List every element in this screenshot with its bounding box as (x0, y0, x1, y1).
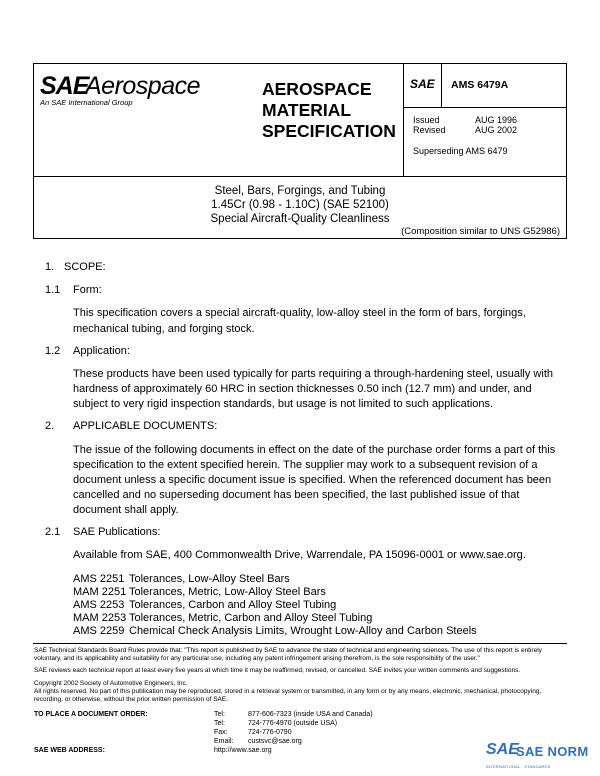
composition-title: 1.45Cr (0.98 - 1.10C) (SAE 52100) (211, 199, 389, 211)
reference-title: Tolerances, Carbon and Alloy Steel Tubing (129, 599, 337, 611)
footer-review: SAE reviews each technical report at least every five years at which time it may be reaffirmed, revised, or cancelled. SAE invites your written comments and suggestions. (34, 667, 521, 674)
web-link[interactable]: http://www.sae.org (214, 747, 272, 754)
fax-label: Fax: (214, 729, 228, 736)
revised-label: Revised (413, 125, 446, 135)
list-item (73, 586, 553, 599)
section-heading: Application: (73, 345, 130, 357)
sae-small-logo: SAE (410, 77, 435, 91)
header-divider (441, 63, 442, 107)
quality-title: Special Aircraft-Quality Cleanliness (210, 213, 390, 225)
list-item (73, 625, 553, 638)
list-item (73, 599, 553, 612)
reference-code: AMS 2251 (73, 573, 125, 585)
list-item (73, 612, 553, 625)
sae-norm-subtitle: INTERNATIONAL · STANDARDS (486, 764, 551, 769)
section-number: 1.2 (45, 345, 61, 357)
reference-code: AMS 2253 (73, 599, 125, 611)
paragraph-line: document shall apply. (73, 504, 179, 516)
web-label: SAE WEB ADDRESS: (34, 747, 105, 754)
paragraph-line: This specification covers a special aircraft-quality, low-alloy steel in the form of bars, forgings, (73, 307, 526, 319)
aerospace-logo-text: Aerospace (85, 72, 201, 100)
paragraph-line: The issue of the following documents in effect on the date of the purchase order forms a part of this (73, 444, 556, 456)
footer-line: All rights reserved. No part of this publication may be reproduced, stored in a retrieval system or transmitted, in any form or by any means, electronic, mechanical, photocopying, (34, 688, 542, 695)
reference-code: MAM 2251 (73, 586, 127, 598)
paragraph-line: mechanical tubing, and forging stock. (73, 323, 255, 335)
fax-number: 724-776-0790 (248, 729, 292, 736)
superseding-note: Superseding AMS 6479 (413, 146, 508, 156)
header-divider (403, 107, 567, 108)
sae-logo: SAE (40, 72, 89, 100)
title-line: MATERIAL (262, 100, 352, 120)
reference-title: Chemical Check Analysis Limits, Wrought Low-Alloy and Carbon Steels (129, 625, 477, 637)
ams-number: AMS 6479A (451, 79, 509, 91)
order-label: TO PLACE A DOCUMENT ORDER: (34, 711, 148, 718)
composition-note: (Composition similar to UNS G52986) (401, 226, 560, 237)
paragraph-line: These products have been used typically for parts requiring a through-hardening steel, usually with (73, 368, 553, 380)
section-number: 2.1 (45, 526, 61, 538)
section-number: 2. (45, 420, 55, 432)
tel-label: Tel: (214, 711, 225, 718)
tel-label: Tel: (214, 720, 225, 727)
sae-norm-logo-icon: SAE (486, 741, 519, 758)
footer-line: SAE Technical Standards Board Rules provide that: "This report is published by SAE to advance the state of technical and engineering sciences. The use of this report is entirely (34, 647, 542, 654)
paragraph-line: subject to very rigid inspection standards, but usage is not limited to such applications. (73, 398, 494, 410)
sae-norm-watermark: SAE NORM (516, 744, 589, 759)
section-number: 1. (45, 261, 55, 273)
reference-code: AMS 2259 (73, 625, 125, 637)
section-heading: SCOPE: (64, 261, 106, 273)
footer-rules (34, 647, 564, 663)
title-line: SPECIFICATION (262, 121, 396, 141)
reference-title: Tolerances, Metric, Carbon and Alloy Steel Tubing (129, 612, 373, 624)
paragraph-line: hardness of approximately 60 HRC in section thicknesses 0.50 inch (12.7 mm) and under, and (73, 383, 532, 395)
footer-line: voluntary, and its applicability and suitability for any particular use, including any patent infringement arising therefrom, is the sole responsibility of the user." (34, 655, 480, 662)
paragraph-line: cancelled and no superseding document has been specified, the last published issue of that (73, 489, 520, 501)
footer-line: Copyright 2002 Society of Automotive Engineers, Inc. (34, 680, 188, 687)
product-title: Steel, Bars, Forgings, and Tubing (214, 185, 386, 197)
issued-date: AUG 1996 (475, 115, 518, 125)
section-heading: Form: (73, 284, 102, 296)
revised-date: AUG 2002 (475, 125, 518, 135)
section-number: 1.1 (45, 284, 61, 296)
email-link[interactable]: custsvc@sae.org (248, 738, 302, 745)
email-label: Email: (214, 738, 234, 745)
issued-label: Issued (413, 115, 440, 125)
reference-list (73, 573, 553, 638)
tel-number[interactable]: 724-776-4970 (outside USA) (248, 720, 338, 727)
logo-subtitle: An SAE International Group (40, 98, 133, 107)
tel-number[interactable]: 877-606-7323 (inside USA and Canada) (248, 711, 373, 718)
reference-title: Tolerances, Low-Alloy Steel Bars (129, 573, 290, 585)
title-line: AEROSPACE (262, 79, 372, 99)
header-divider (403, 63, 404, 177)
footer-copyright (34, 680, 564, 704)
reference-code: MAM 2253 (73, 612, 127, 624)
paragraph-line: specification to the extent specified herein. The supplier may work to a subsequent revision of a (73, 459, 538, 471)
document-type-title (262, 79, 402, 142)
footer-line: recording, or otherwise, without the prior written permission of SAE. (34, 696, 229, 703)
section-heading: SAE Publications: (73, 526, 161, 538)
reference-title: Tolerances, Metric, Low-Alloy Steel Bars (129, 586, 326, 598)
paragraph-line: Available from SAE, 400 Commonwealth Drive, Warrendale, PA 15096-0001 or www.sae.org. (73, 549, 526, 561)
section-heading: APPLICABLE DOCUMENTS: (73, 420, 218, 432)
paragraph-line: document unless a specific document issue is specified. When the referenced document has been (73, 474, 552, 486)
list-item (73, 573, 553, 586)
footer-divider (33, 643, 567, 644)
